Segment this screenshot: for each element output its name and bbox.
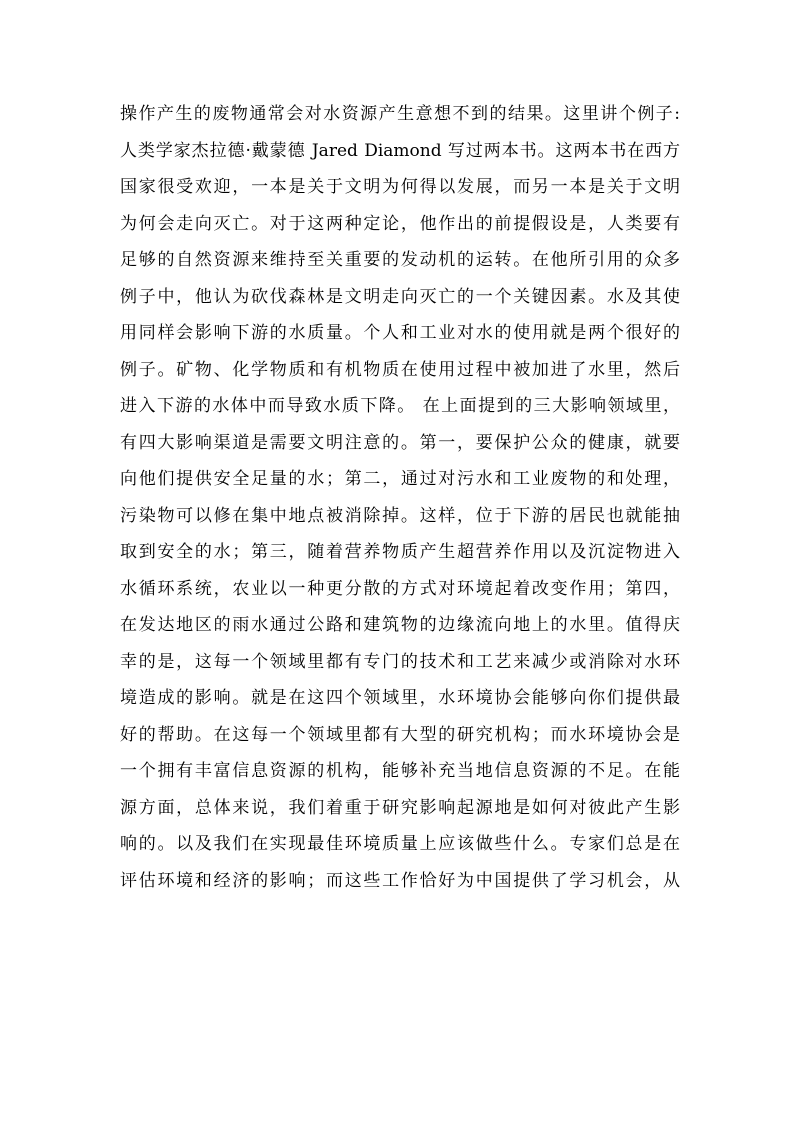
text-line: 足够的自然资源来维持至关重要的发动机的运转。在他所引用的众多 bbox=[120, 250, 680, 270]
text-line: 人类学家杰拉德·戴蒙德 Jared Diamond 写过两本书。这两本书在西方 bbox=[120, 140, 680, 161]
text-line: 在发达地区的雨水通过公路和建筑物的边缘流向地上的水里。值得庆 bbox=[120, 615, 680, 635]
text-line: 好的帮助。在这每一个领域里都有大型的研究机构；而水环境协会是 bbox=[120, 724, 680, 745]
text-line: 例子。矿物、化学物质和有机物质在使用过程中被加进了水里，然后 bbox=[120, 359, 680, 380]
text-line: 一个拥有丰富信息资源的机构，能够补充当地信息资源的不足。在能 bbox=[120, 761, 680, 781]
text-line: 向他们提供安全足量的水；第二，通过对污水和工业废物的和处理， bbox=[120, 469, 680, 489]
text-line: 操作产生的废物通常会对水资源产生意想不到的结果。这里讲个例子: bbox=[120, 104, 680, 124]
text-line: 境造成的影响。就是在这四个领域里，水环境协会能够向你们提供最 bbox=[120, 688, 680, 708]
text-line: 国家很受欢迎，一本是关于文明为何得以发展，而另一本是关于文明 bbox=[120, 177, 680, 197]
text-line: 例子中，他认为砍伐森林是文明走向灭亡的一个关键因素。水及其使 bbox=[120, 286, 680, 307]
text-line: 响的。以及我们在实现最佳环境质量上应该做些什么。专家们总是在 bbox=[120, 834, 680, 854]
text-line: 有四大影响渠道是需要文明注意的。第一，要保护公众的健康，就要 bbox=[120, 432, 680, 453]
text-line: 评估环境和经济的影响；而这些工作恰好为中国提供了学习机会，从 bbox=[120, 870, 680, 891]
text-line: 进入下游的水体中而导致水质下降。 在上面提到的三大影响领域里， bbox=[120, 396, 680, 416]
text-line: 水循环系统，农业以一种更分散的方式对环境起着改变作用；第四， bbox=[120, 578, 680, 599]
text-line: 幸的是，这每一个领域里都有专门的技术和工艺来减少或消除对水环 bbox=[120, 651, 680, 672]
text-line: 取到安全的水；第三，随着营养物质产生超营养作用以及沉淀物进入 bbox=[120, 542, 680, 562]
text-line: 为何会走向灭亡。对于这两种定论，他作出的前提假设是，人类要有 bbox=[120, 213, 680, 234]
body-text bbox=[120, 96, 680, 899]
text-line: 用同样会影响下游的水质量。个人和工业对水的使用就是两个很好的 bbox=[120, 323, 680, 343]
text-line: 源方面，总体来说，我们着重于研究影响起源地是如何对彼此产生影 bbox=[120, 797, 680, 818]
text-line: 污染物可以修在集中地点被消除掉。这样，位于下游的居民也就能抽 bbox=[120, 505, 680, 526]
